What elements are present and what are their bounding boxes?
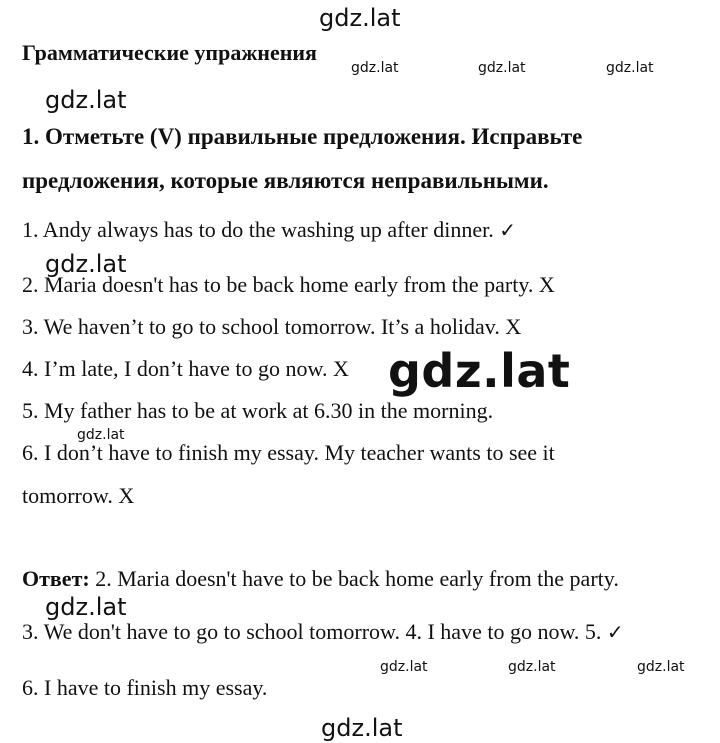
task-line-2: предложения, которые являются неправильными. bbox=[22, 168, 549, 193]
answer-line-3: 6. I have to finish my essay. bbox=[22, 675, 268, 700]
sentence-6-line-2: tomorrow. X bbox=[22, 483, 135, 508]
watermark: gdz.lat bbox=[380, 659, 428, 675]
sentence-6-line-1: 6. I don’t have to finish my essay. My teacher wants to see it bbox=[22, 440, 555, 465]
watermark: gdz.lat bbox=[478, 60, 526, 76]
watermark: gdz.lat bbox=[45, 250, 127, 278]
sentence-5: 5. My father has to be at work at 6.30 in the morning. bbox=[22, 398, 494, 423]
watermark-large: gdz.lat bbox=[388, 344, 571, 398]
watermark: gdz.lat bbox=[321, 714, 403, 742]
watermark: gdz.lat bbox=[508, 659, 556, 675]
watermark: gdz.lat bbox=[351, 60, 399, 76]
sentence-4: 4. I’m late, I don’t have to go now. X bbox=[22, 356, 349, 381]
answer-label: Ответ: bbox=[22, 566, 90, 591]
section-heading: Грамматические упражнения bbox=[22, 40, 317, 65]
watermark: gdz.lat bbox=[637, 659, 685, 675]
task-line-1: 1. Отметьте (V) правильные предложения. Исправьте bbox=[22, 124, 583, 149]
check-icon: ✓ bbox=[499, 218, 516, 242]
answer-line-2-text: 3. We don't have to go to school tomorrow. 4. I have to go now. 5. bbox=[22, 619, 602, 644]
check-icon: ✓ bbox=[606, 620, 624, 644]
answer-line-1-text: 2. Maria doesn't have to be back home early from the party. bbox=[89, 566, 619, 591]
sentence-1-text: 1. Andy always has to do the washing up after dinner. bbox=[22, 217, 494, 242]
watermark: gdz.lat bbox=[606, 60, 654, 76]
answer-line-1 bbox=[22, 568, 619, 590]
watermark: gdz.lat bbox=[319, 4, 401, 32]
sentence-1 bbox=[22, 219, 516, 241]
watermark: gdz.lat bbox=[45, 593, 127, 621]
sentence-3: 3. We haven’t to go to school tomorrow. It’s a holidav. X bbox=[22, 314, 522, 339]
watermark: gdz.lat bbox=[77, 427, 125, 443]
watermark: gdz.lat bbox=[45, 86, 127, 114]
sentence-2: 2. Maria doesn't has to be back home early from the party. X bbox=[22, 272, 555, 297]
answer-line-2 bbox=[22, 621, 624, 643]
